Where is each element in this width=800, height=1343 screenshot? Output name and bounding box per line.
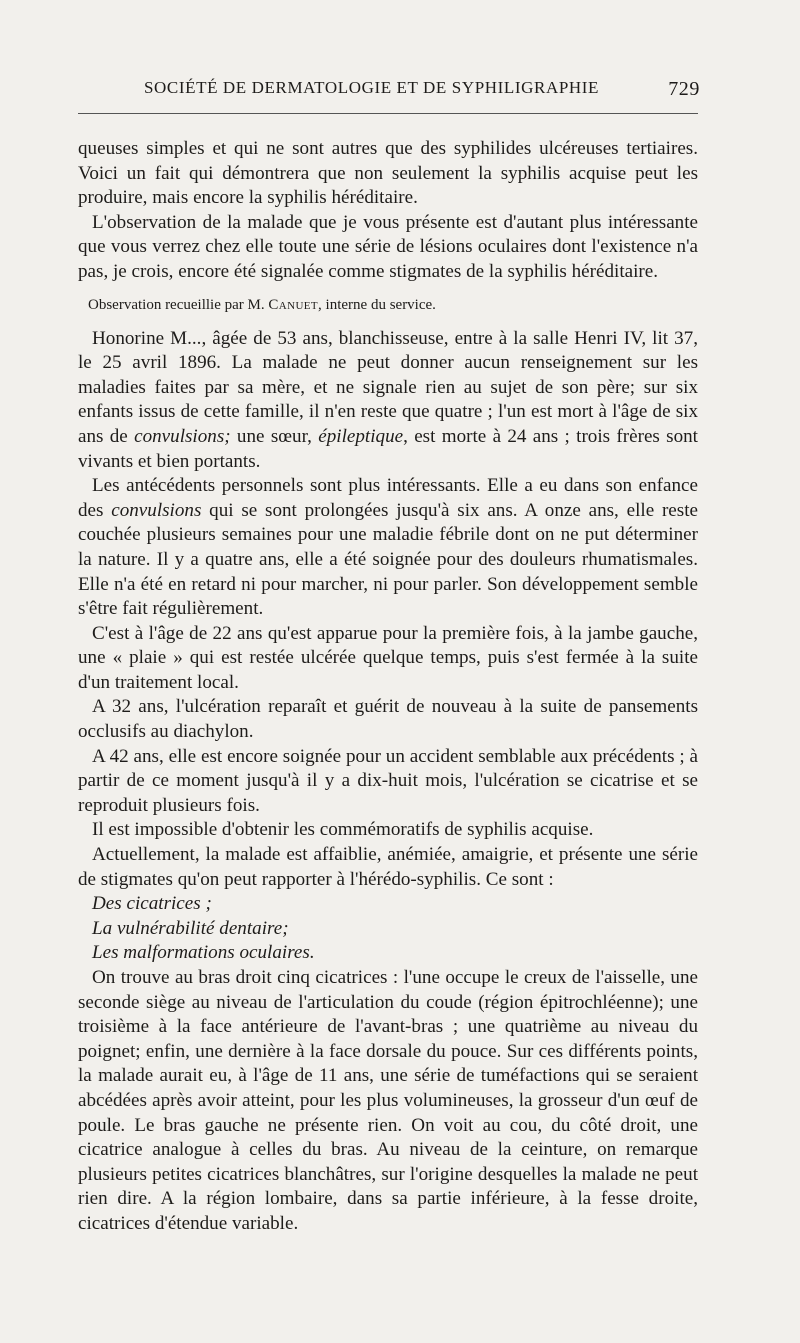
italic-term: convulsions xyxy=(111,499,202,521)
paragraph xyxy=(78,474,698,622)
paragraph: On trouve au bras droit cinq cicatrices : l'une occupe le creux de l'aisselle, une seconde siège au niveau de l'articulation du coude (région épitrochléenne); une troisième à la face antérieure de l'avant-bras ; une quatrième au niveau du poignet; enfin, une dernière à la face dorsale du pouce. Sur ces différents points, la malade aurait eu, à l'âge de 11 ans, une série de tuméfactions qui se seraient abcédées après avoir atteint, pour les plus volumineuses, la grosseur d'un œuf de poule. Le bras gauche ne présente rien. On voit au cou, du côté droit, une cicatrice analogue à celles du bras. Au niveau de la ceinture, on remarque plusieurs petites cicatrices blanchâtres, sur l'origine desquelles la malade ne peut rien dire. A la région lombaire, dans sa partie inférieure, à la fesse droite, cicatrices d'étendue variable. xyxy=(78,967,698,1234)
caption-suffix: , interne du service. xyxy=(318,296,436,313)
text-run: , est morte à 24 ans ; trois frères sont vivants et bien portants. xyxy=(78,425,698,472)
body-text xyxy=(78,137,698,1237)
italic-term: épileptique xyxy=(318,425,404,447)
caption-author: Canuet xyxy=(268,296,319,313)
page-number: 729 xyxy=(668,78,700,100)
text-run: une sœur, xyxy=(230,425,319,447)
paragraph: A 32 ans, l'ulcération reparaît et guérit de nouveau à la suite de pansements occlusifs au diachylon. xyxy=(78,696,698,743)
paragraph: queuses simples et qui ne sont autres que des syphilides ulcéreuses tertiaires. Voici un fait qui démontrera que non seulement la syphilis acquise peut les produire, mais encore la syphilis héréditaire. xyxy=(78,138,698,209)
paragraph: L'observation de la malade que je vous présente est d'autant plus intéressante que vous verrez chez elle toute une série de lésions oculaires dont l'existence n'a pas, je crois, encore été signalée comme stigmates de la syphilis héréditaire. xyxy=(78,211,698,282)
paragraph: C'est à l'âge de 22 ans qu'est apparue pour la première fois, à la jambe gauche, une « plaie » qui est restée ulcérée quelque temps, puis s'est fermée à la suite d'un traitement local. xyxy=(78,622,698,693)
text-run: Honorine M..., âgée de 53 ans, blanchisseuse, entre à la salle Henri IV, lit 37, le 25 avril 1896. La malade ne peut donner aucun renseignement sur les maladies faites par sa mère, et ne signale rien au sujet de son père; sur six enfants issus de cette famille, il n'en reste que quatre ; l'un est mort à l'âge de six ans de xyxy=(78,327,698,447)
observation-caption xyxy=(78,295,698,315)
running-header xyxy=(78,78,700,106)
paragraph: Actuellement, la malade est affaiblie, anémiée, amaigrie, et présente une série de stigmates qu'on peut rapporter à l'hérédo-syphilis. Ce sont : xyxy=(78,844,698,890)
text-run: qui se sont prolongées jusqu'à six ans. A onze ans, elle reste couchée plusieurs semaines pour une maladie fébrile dont on ne put déterminer la nature. Il y a quatre ans, elle a été soignée pour des douleurs rhumatismales. Elle n'a été en retard ni pour marcher, ni pour parler. Son développement semble s'être fait régulièrement. xyxy=(78,499,698,620)
list-item: La vulnérabilité dentaire; xyxy=(92,917,289,939)
paragraph: Il est impossible d'obtenir les commémoratifs de syphilis acquise. xyxy=(92,819,594,841)
list-item: Les malformations oculaires. xyxy=(92,942,315,964)
running-title: SOCIÉTÉ DE DERMATOLOGIE ET DE SYPHILIGRAPHIE xyxy=(144,78,600,97)
caption-prefix: Observation recueillie par M. xyxy=(88,296,269,313)
list-item: Des cicatrices ; xyxy=(92,893,212,915)
paragraph xyxy=(78,327,698,475)
italic-term: convulsions; xyxy=(134,425,231,447)
header-rule xyxy=(78,113,698,114)
paragraph: A 42 ans, elle est encore soignée pour un accident semblable aux précédents ; à partir de ce moment jusqu'à il y a dix-huit mois, l'ulcération se cicatrise et se reproduit plusieurs fois. xyxy=(78,745,698,816)
text-run: Les antécédents personnels sont plus intéressants. Elle a eu dans son enfance des xyxy=(78,475,698,521)
